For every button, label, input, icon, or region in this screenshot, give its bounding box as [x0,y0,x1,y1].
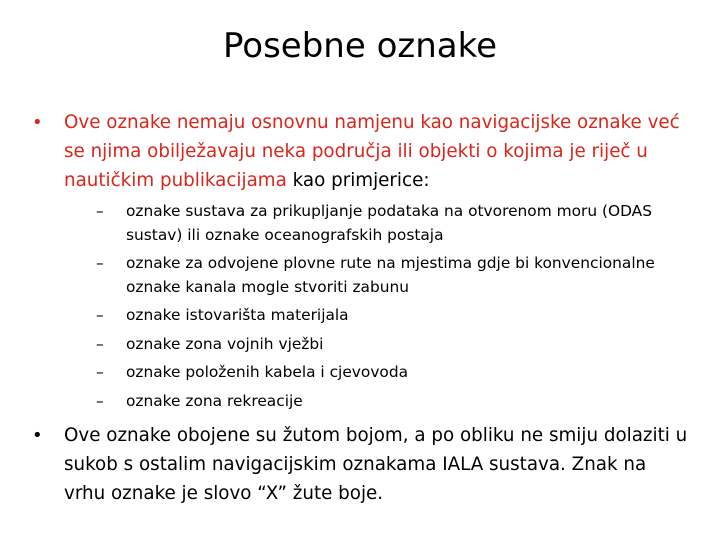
sub-item [96,252,690,299]
sub-item [96,200,690,247]
sub-item-text: oznake za odvojene plovne rute na mjestima gdje bi konvencionalne oznake kanala mogle stvoriti zabunu [126,254,655,296]
slide-content [30,108,690,508]
dash-marker: – [96,391,104,410]
sub-item-text: oznake istovarišta materijala [126,306,349,324]
dash-marker: – [96,334,104,353]
dash-marker: – [96,306,104,324]
sub-item-text: oznake zona vojnih vježbi [126,334,324,353]
bullet-text: Ove oznake obojene su žutom bojom, a po obliku ne smiju dolaziti u sukob s ostalim navigacijskim oznakama IALA sustava. Znak na vrhu oznake je slovo “X” žute boje. [64,425,688,504]
sub-item [96,304,690,328]
bullet-marker: • [32,112,43,133]
slide-title: Posebne oznake [222,26,497,66]
sub-item-text: oznake zona rekreacije [126,391,303,410]
dash-marker: – [96,202,104,220]
sub-item-text: oznake sustava za prikupljanje podataka na otvorenom moru (ODAS sustav) ili oznake oceanografskih postaja [126,202,652,244]
dash-marker: – [96,363,104,381]
bullet-text-highlight: Ove oznake nemaju osnovnu namjenu kao navigacijske oznake već se njima obilježavaju neka područja ili objekti o kojima je riječ u nautičkim publikacijama [64,112,680,191]
sub-item [96,361,690,385]
sub-list [96,200,690,413]
sub-item-text: oznake položenih kabela i cjevovoda [126,363,409,381]
bullet-item-1 [30,108,690,195]
dash-marker: – [96,254,104,272]
sub-item [96,333,690,357]
sub-item [96,390,690,414]
bullet-marker: • [32,425,43,446]
bullet-text: kao primjerice: [286,170,430,191]
bullet-item-2 [30,421,690,508]
